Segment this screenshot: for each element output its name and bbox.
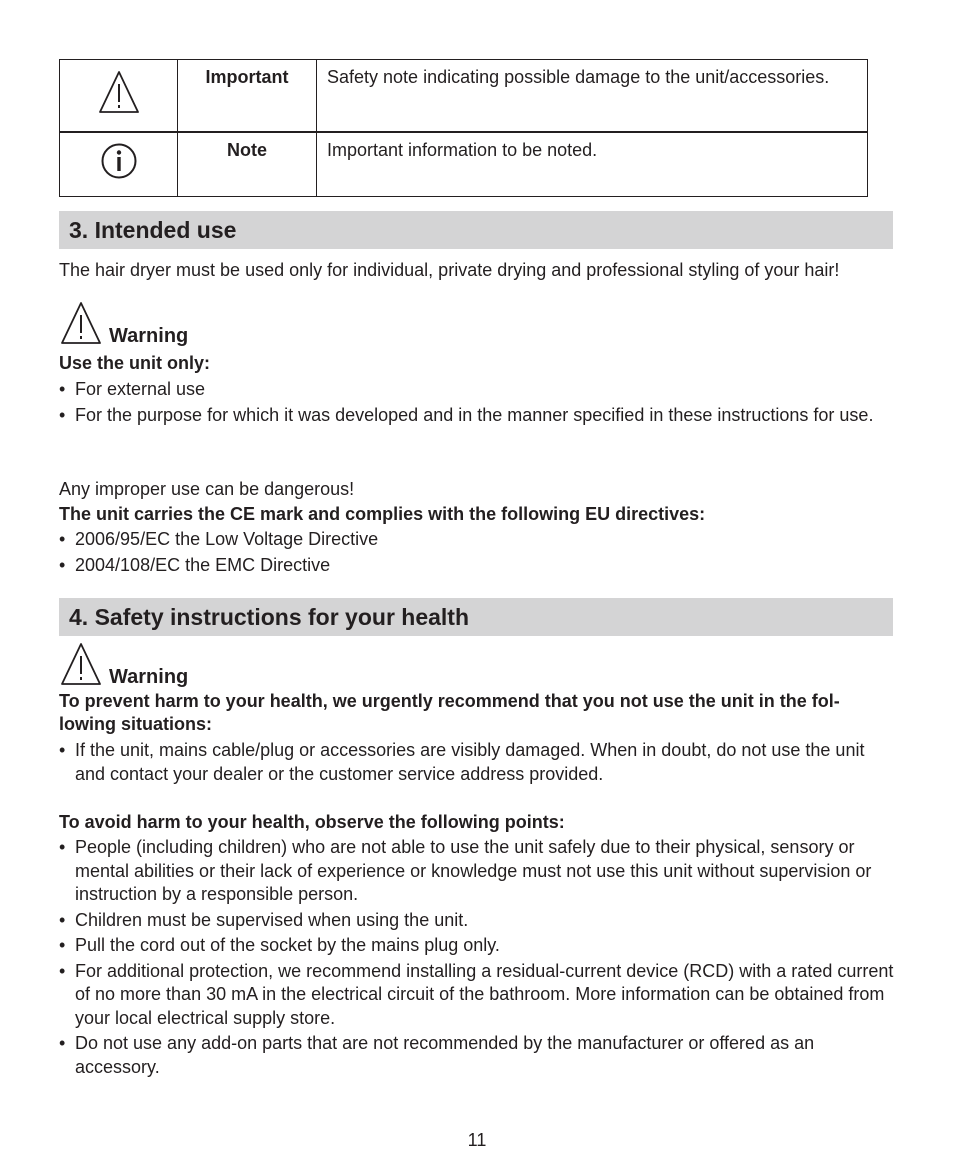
warning-block bbox=[59, 300, 259, 348]
avoid-heading: To avoid harm to your health, observe the following points: bbox=[59, 812, 565, 832]
list-item: • For additional protection, we recommend installing a residual-current device (RCD) with a rated current of no more than 30 mA in the electrical circuit of the bathroom. More information can be obtained from your local electrical supply store. bbox=[59, 960, 899, 1031]
list-item: • If the unit, mains cable/plug or accessories are visibly damaged. When in doubt, do not use the unit and contact your dealer or the customer service address provided. bbox=[59, 739, 899, 786]
symbols-term: Note bbox=[178, 132, 317, 197]
symbols-description: Important information to be noted. bbox=[317, 132, 868, 197]
list-item: • For the purpose for which it was developed and in the manner specified in these instructions for use. bbox=[59, 404, 899, 428]
symbols-table-row bbox=[60, 132, 868, 197]
page-number: 11 bbox=[467, 1130, 487, 1150]
warning-triangle-icon bbox=[97, 69, 141, 115]
section-3-header bbox=[59, 211, 893, 249]
section-3-heading: 3. Intended use bbox=[69, 217, 237, 243]
use-only-list bbox=[59, 378, 899, 429]
symbols-icon-cell bbox=[60, 60, 178, 133]
improper-use-text: Any improper use can be dangerous! bbox=[59, 479, 355, 499]
list-item: • Do not use any add-on parts that are not recommended by the manufacturer or offered as an accessory. bbox=[59, 1032, 899, 1079]
prevent-list bbox=[59, 739, 899, 788]
info-circle-icon bbox=[100, 142, 138, 180]
list-item: • 2004/108/EC the EMC Directive bbox=[59, 554, 899, 578]
warning-label: Warning bbox=[109, 666, 189, 688]
directives-list bbox=[59, 528, 899, 579]
warning-block bbox=[59, 641, 259, 689]
section-4-header bbox=[59, 598, 893, 636]
symbols-icon-cell bbox=[60, 132, 178, 197]
use-only-heading: Use the unit only: bbox=[59, 353, 211, 373]
avoid-list bbox=[59, 836, 899, 1081]
warning-triangle-icon bbox=[59, 300, 103, 346]
list-item: • 2006/95/EC the Low Voltage Directive bbox=[59, 528, 899, 552]
symbols-table bbox=[59, 59, 868, 197]
list-item: • Pull the cord out of the socket by the mains plug only. bbox=[59, 934, 899, 958]
list-item: • People (including children) who are not able to use the unit safely due to their physical, sensory or mental abilities or their lack of experience or knowledge must not use this unit without supervision or instruction by a responsible person. bbox=[59, 836, 899, 907]
prevent-heading: To prevent harm to your health, we urgently recommend that you not use the unit in the fol- lowing situations: bbox=[59, 691, 840, 734]
symbols-table-row bbox=[60, 60, 868, 133]
symbols-description: Safety note indicating possible damage to the unit/accessories. bbox=[317, 60, 868, 133]
list-item: • For external use bbox=[59, 378, 899, 402]
warning-triangle-icon bbox=[59, 641, 103, 687]
symbols-term: Important bbox=[178, 60, 317, 133]
list-item: • Children must be supervised when using the unit. bbox=[59, 909, 899, 933]
section-4-heading: 4. Safety instructions for your health bbox=[69, 604, 470, 630]
ce-heading: The unit carries the CE mark and complies with the following EU directives: bbox=[59, 504, 706, 524]
warning-label: Warning bbox=[109, 325, 189, 347]
intended-use-intro: The hair dryer must be used only for individual, private drying and professional styling of your hair! bbox=[59, 260, 840, 280]
